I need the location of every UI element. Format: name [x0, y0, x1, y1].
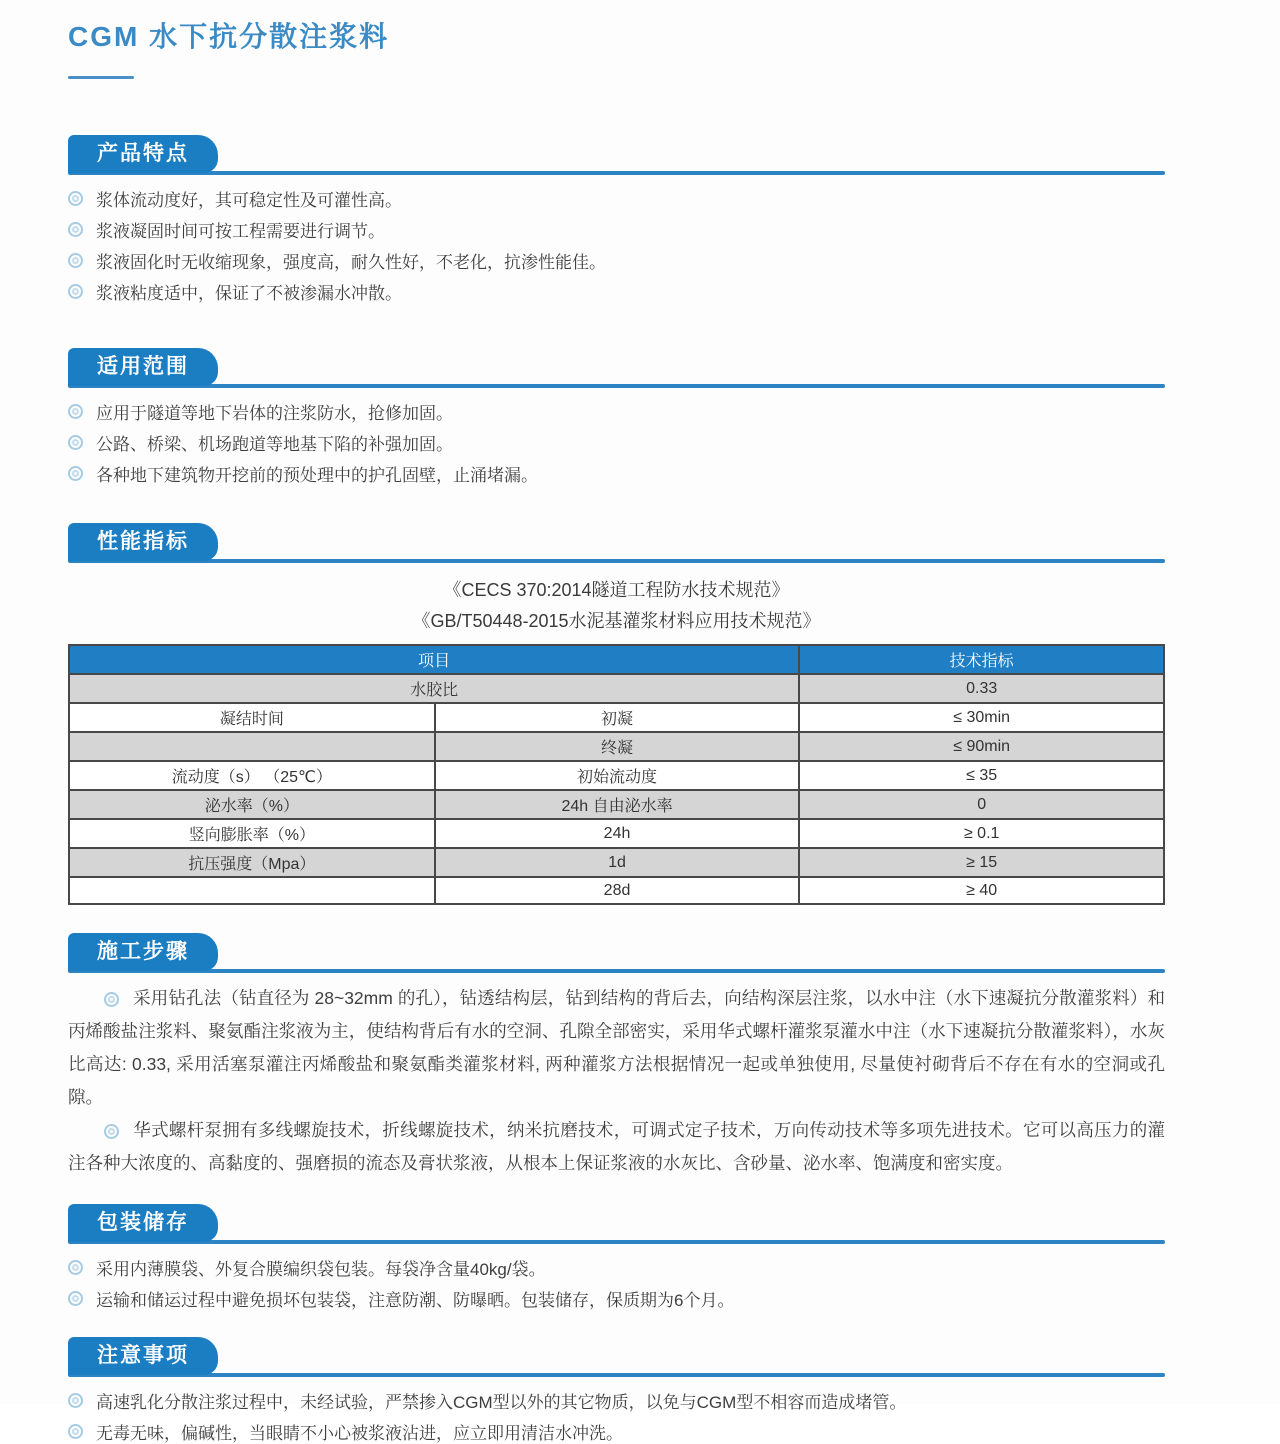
table-cell: ≥ 15 — [799, 848, 1164, 877]
standards-block — [68, 575, 1165, 637]
table-cell: 24h 自由泌水率 — [435, 790, 800, 819]
construction-paragraph-text: 采用钻孔法（钻直径为 28~32mm 的孔），钻透结构层，钻到结构的背后去，向结构深层注浆，以水中注（水下速凝抗分散灌浆料）和丙烯酸盐注浆料、聚氨酯注浆液为主，使结构背后有水的空洞、孔隙全部密实，采用华式螺杆灌浆泵灌水中注（水下速凝抗分散灌浆料），水灰比高达: 0.33, 采用活塞泵灌注丙烯酸盐和聚氨酯类灌浆材料, 两种灌浆方法根据情况一起或单独使用, 尽量使衬砌背后不存在有水的空洞或孔隙。 — [68, 988, 1165, 1107]
double-ring-bullet-icon — [68, 1260, 83, 1275]
feature-item — [68, 252, 1165, 273]
table-cell: 凝结时间 — [69, 703, 435, 732]
section-divider-line — [68, 559, 1165, 563]
feature-item-text: 浆液粘度适中，保证了不被渗漏水冲散。 — [96, 284, 402, 303]
standard-reference: 《CECS 370:2014隧道工程防水技术规范》 — [443, 580, 790, 600]
construction-paragraph — [68, 982, 1165, 1114]
table-row — [69, 732, 1164, 761]
feature-item — [68, 190, 1165, 211]
section-heading-badge: 产品特点 — [68, 135, 218, 173]
scope-item — [68, 403, 1165, 424]
double-ring-bullet-icon — [68, 1291, 83, 1306]
table-cell: 终凝 — [435, 732, 800, 761]
construction-paragraphs — [68, 982, 1165, 1180]
table-cell: ≥ 40 — [799, 877, 1164, 904]
construction-paragraph — [68, 1114, 1165, 1180]
table-cell: 1d — [435, 848, 800, 877]
table-row — [69, 877, 1164, 904]
scope-item — [68, 465, 1165, 486]
table-cell: 初凝 — [435, 703, 800, 732]
table-row — [69, 674, 1164, 703]
performance-table — [68, 644, 1165, 905]
section-heading-badge: 注意事项 — [68, 1337, 218, 1375]
table-cell: ≤ 90min — [799, 732, 1164, 761]
double-ring-bullet-icon — [68, 1424, 83, 1439]
note-item-text: 高速乳化分散注浆过程中，未经试验，严禁掺入CGM型以外的其它物质，以免与CGM型不相容而造成堵管。 — [96, 1393, 907, 1412]
table-cell: ≤ 35 — [799, 761, 1164, 790]
table-row — [69, 790, 1164, 819]
table-cell: 水胶比 — [69, 674, 799, 703]
double-ring-bullet-icon — [68, 435, 83, 450]
table-cell — [69, 732, 435, 761]
section-packaging — [68, 1204, 1165, 1311]
page-title: CGM 水下抗分散注浆料 — [68, 21, 390, 52]
section-performance — [68, 523, 1165, 905]
section-divider-line — [68, 1240, 1165, 1244]
table-row — [69, 819, 1164, 848]
packaging-item-text: 运输和储运过程中避免损坏包装袋，注意防潮、防曝晒。包装储存，保质期为6个月。 — [96, 1291, 735, 1310]
table-cell: 0 — [799, 790, 1164, 819]
scope-item-text: 应用于隧道等地下岩体的注浆防水，抢修加固。 — [96, 404, 453, 423]
section-construction — [68, 933, 1165, 1180]
table-header-value: 技术指标 — [799, 645, 1164, 674]
double-ring-bullet-icon — [104, 992, 119, 1007]
double-ring-bullet-icon — [68, 284, 83, 299]
table-cell: 流动度（s） （25℃） — [69, 761, 435, 790]
table-cell: 初始流动度 — [435, 761, 800, 790]
packaging-item — [68, 1259, 1165, 1280]
standard-reference: 《GB/T50448-2015水泥基灌浆材料应用技术规范》 — [412, 611, 821, 631]
feature-item — [68, 221, 1165, 242]
double-ring-bullet-icon — [68, 1393, 83, 1408]
section-divider-line — [68, 1373, 1165, 1377]
section-heading-badge: 性能指标 — [68, 523, 218, 561]
double-ring-bullet-icon — [68, 466, 83, 481]
feature-item — [68, 283, 1165, 304]
table-cell: 泌水率（%） — [69, 790, 435, 819]
section-divider-line — [68, 171, 1165, 175]
table-row — [69, 848, 1164, 877]
scope-item — [68, 434, 1165, 455]
double-ring-bullet-icon — [68, 404, 83, 419]
scope-item-text: 公路、桥梁、机场跑道等地基下陷的补强加固。 — [96, 435, 453, 454]
table-cell: 24h — [435, 819, 800, 848]
table-cell: 28d — [435, 877, 800, 904]
table-header-item: 项目 — [69, 645, 799, 674]
packaging-list — [68, 1259, 1165, 1311]
feature-item-text: 浆液固化时无收缩现象，强度高，耐久性好，不老化，抗渗性能佳。 — [96, 253, 606, 272]
note-item-text: 无毒无味，偏碱性，当眼睛不小心被浆液沾进，应立即用清洁水冲洗。 — [96, 1424, 623, 1443]
table-row — [69, 761, 1164, 790]
double-ring-bullet-icon — [68, 253, 83, 268]
section-scope — [68, 348, 1165, 486]
table-cell: 抗压强度（Mpa） — [69, 848, 435, 877]
table-cell: 0.33 — [799, 674, 1164, 703]
feature-item-text: 浆液凝固时间可按工程需要进行调节。 — [96, 222, 385, 241]
note-item — [68, 1423, 1165, 1444]
double-ring-bullet-icon — [104, 1124, 119, 1139]
double-ring-bullet-icon — [68, 191, 83, 206]
packaging-item-text: 采用内薄膜袋、外复合膜编织袋包装。每袋净含量40kg/袋。 — [96, 1260, 546, 1279]
section-heading-badge: 适用范围 — [68, 348, 218, 386]
notes-list — [68, 1392, 1165, 1444]
feature-item-text: 浆体流动度好，其可稳定性及可灌性高。 — [96, 191, 402, 210]
section-heading-badge: 包装储存 — [68, 1204, 218, 1242]
table-cell: 竖向膨胀率（%） — [69, 819, 435, 848]
scope-list — [68, 403, 1165, 486]
double-ring-bullet-icon — [68, 222, 83, 237]
table-cell: ≤ 30min — [799, 703, 1164, 732]
feature-list — [68, 190, 1165, 304]
section-heading-badge: 施工步骤 — [68, 933, 218, 971]
table-header-row — [69, 645, 1164, 674]
packaging-item — [68, 1290, 1165, 1311]
table-row — [69, 703, 1164, 732]
section-divider-line — [68, 969, 1165, 973]
table-cell — [69, 877, 435, 904]
note-item — [68, 1392, 1165, 1413]
construction-paragraph-text: 华式螺杆泵拥有多线螺旋技术，折线螺旋技术，纳米抗磨技术，可调式定子技术，万向传动技术等多项先进技术。它可以高压力的灌注各种大浓度的、高黏度的、强磨损的流态及膏状浆液，从根本上保证浆液的水灰比、含砂量、泌水率、饱满度和密实度。 — [68, 1120, 1165, 1173]
section-notes — [68, 1337, 1165, 1444]
section-features — [68, 135, 1165, 304]
table-cell: ≥ 0.1 — [799, 819, 1164, 848]
scope-item-text: 各种地下建筑物开挖前的预处理中的护孔固壁，止涌堵漏。 — [96, 466, 538, 485]
section-divider-line — [68, 384, 1165, 388]
title-underline — [68, 76, 134, 79]
